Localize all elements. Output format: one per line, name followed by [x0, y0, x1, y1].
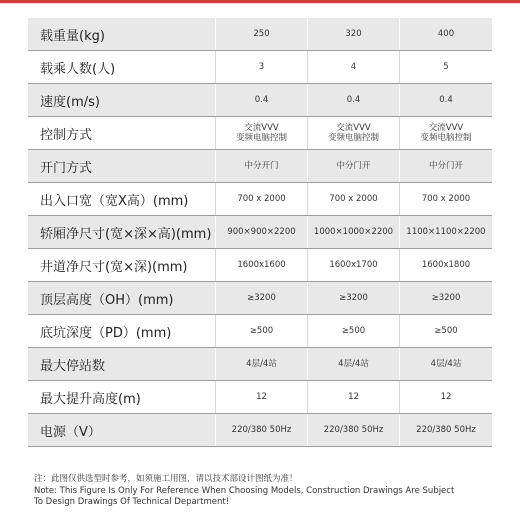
value-text: 1100×1100×2200: [406, 227, 486, 237]
value-cell: [216, 414, 308, 446]
row-label: 控制方式: [28, 117, 216, 149]
value-text: 12: [348, 392, 359, 402]
footnote-chinese: 注：此图仅供选型时参考，如须施工用图，请以技术部设计图纸为准！: [34, 474, 298, 484]
table-row: [28, 348, 492, 381]
value-text: 变频电脑控制: [327, 133, 379, 143]
value-text: 320: [345, 29, 362, 39]
value-text: 4层/4站: [338, 359, 369, 369]
footnote: [34, 474, 504, 509]
row-label: 顶层高度（OH）(mm): [28, 282, 216, 314]
value-cell: [308, 84, 400, 116]
value-cell: [308, 315, 400, 347]
value-cell: [400, 414, 492, 446]
value-cell: [216, 282, 308, 314]
row-label: 井道净尺寸(宽×深)(mm): [28, 249, 216, 281]
row-label: 底坑深度（PD）(mm): [28, 315, 216, 347]
value-cell: [308, 216, 400, 248]
top-accent-rule: [0, 0, 520, 3]
value-text: 1600x1600: [237, 260, 286, 270]
value-text: 220/380 50Hz: [323, 425, 384, 435]
value-text: 400: [437, 29, 455, 39]
value-text: 中分门开: [336, 161, 371, 171]
value-text: ≥500: [434, 326, 458, 336]
value-cell: [216, 18, 308, 50]
value-text: 1600x1800: [421, 260, 471, 270]
value-cell: [216, 216, 308, 248]
footnote-english-line1: Note: This Figure Is Only For Reference When Choosing Models, Construction Drawings Are Subject: [34, 485, 455, 496]
value-cell: [400, 18, 492, 50]
value-cell: [308, 18, 400, 50]
value-text: 5: [443, 62, 449, 72]
value-text: 4层/4站: [430, 359, 462, 369]
value-text: 中分门开: [428, 161, 463, 171]
value-cell: [308, 381, 400, 413]
value-text: 220/380 50Hz: [231, 425, 292, 435]
table-row: [28, 249, 492, 282]
value-text: 12: [440, 392, 452, 402]
value-cell: [400, 84, 492, 116]
table-row: [28, 183, 492, 216]
table-row: [28, 315, 492, 348]
value-text: ≥500: [249, 326, 274, 336]
row-label: 轿厢净尺寸(宽×深×高)(mm): [28, 216, 216, 248]
value-text: 4层/4站: [246, 359, 277, 369]
value-cell: [216, 51, 308, 83]
row-label: 最大提升高度(m): [28, 381, 216, 413]
row-label: 载重量(kg): [28, 18, 216, 50]
value-cell: [308, 51, 400, 83]
value-cell: [216, 348, 308, 380]
value-cell: [308, 249, 400, 281]
value-cell: [400, 183, 492, 215]
table-row: [28, 282, 492, 315]
value-text: ≥3200: [247, 293, 276, 303]
value-text: 0.4: [439, 95, 453, 105]
value-text: 交流VVV: [336, 123, 371, 133]
table-row: [28, 414, 492, 447]
value-cell: [216, 183, 308, 215]
value-text: 交流VVV: [428, 123, 464, 133]
value-text: 220/380 50Hz: [416, 425, 476, 435]
value-cell: [400, 216, 492, 248]
footnote-english-line2: To Design Drawings Of Technical Department!: [34, 497, 230, 507]
value-cell: [216, 315, 308, 347]
value-cell: [400, 348, 492, 380]
value-cell: [400, 150, 492, 182]
value-text: 0.4: [346, 95, 361, 105]
value-text: 3: [258, 62, 265, 72]
value-cell: [216, 84, 308, 116]
value-cell: [216, 381, 308, 413]
table-row: [28, 381, 492, 414]
value-text: 12: [256, 392, 267, 402]
value-cell: [308, 183, 400, 215]
value-cell: [216, 249, 308, 281]
value-text: ≥3200: [339, 293, 368, 303]
table-row: [28, 51, 492, 84]
row-label: 开门方式: [28, 150, 216, 182]
value-cell: [308, 150, 400, 182]
table-row: [28, 84, 492, 117]
table-row: [28, 18, 492, 51]
row-label: 出入口宽（宽X高）(mm): [28, 183, 216, 215]
value-text: 900×900×2200: [227, 227, 296, 237]
value-text: ≥500: [341, 326, 366, 336]
row-label: 载乘人数(人): [28, 51, 216, 83]
value-cell: [216, 117, 308, 149]
table-row: [28, 150, 492, 183]
value-text: 700 x 2000: [421, 194, 471, 204]
value-cell: [216, 150, 308, 182]
value-cell: [308, 348, 400, 380]
value-cell: [400, 51, 492, 83]
value-cell: [308, 282, 400, 314]
row-label: 速度(m/s): [28, 84, 216, 116]
value-text: 700 x 2000: [329, 194, 378, 204]
value-cell: [400, 117, 492, 149]
value-cell: [308, 414, 400, 446]
value-cell: [400, 282, 492, 314]
value-text: 1000×1000×2200: [313, 227, 394, 237]
value-text: 变频电脑控制: [420, 133, 472, 143]
value-text: 4: [350, 62, 357, 72]
row-label: 最大停站数: [28, 348, 216, 380]
value-text: ≥3200: [431, 293, 461, 303]
value-text: 变频电脑控制: [235, 133, 287, 143]
table-row: [28, 117, 492, 150]
value-text: 交流VVV: [244, 123, 279, 133]
value-cell: [308, 117, 400, 149]
row-label: 电源（V）: [28, 414, 216, 446]
value-text: 0.4: [254, 95, 269, 105]
table-row: [28, 216, 492, 249]
value-text: 1600x1700: [329, 260, 378, 270]
value-text: 250: [253, 29, 270, 39]
value-cell: [400, 315, 492, 347]
value-cell: [400, 249, 492, 281]
value-cell: [400, 381, 492, 413]
value-text: 700 x 2000: [237, 194, 286, 204]
spec-table: [28, 18, 492, 447]
value-text: 中分开门: [244, 161, 279, 171]
